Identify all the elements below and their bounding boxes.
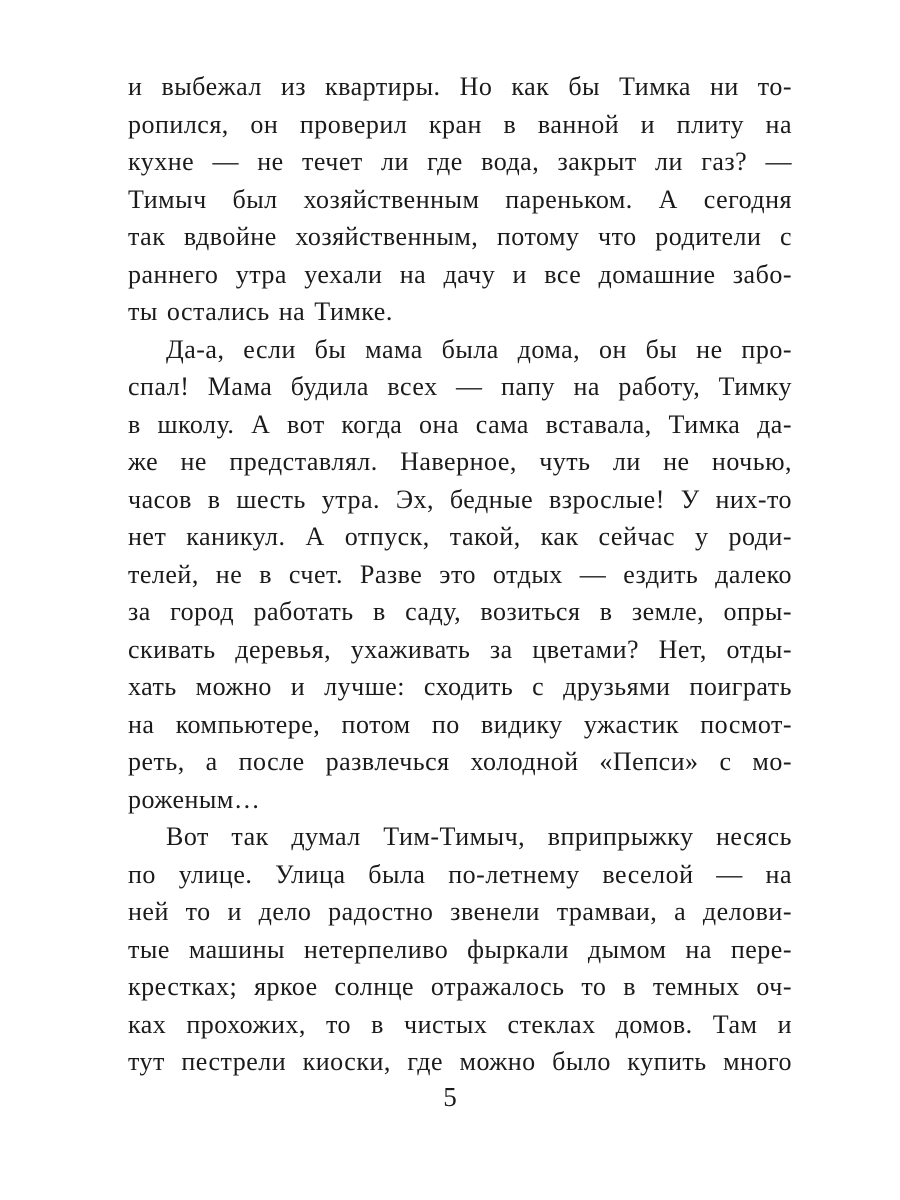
page-number: 5 [443, 1082, 457, 1112]
page-text [128, 68, 792, 1081]
text-line: кухне — не течет ли где вода, закрыт ли газ? — [128, 147, 792, 176]
paragraph [128, 331, 792, 819]
text-line: Вот так думал Тим-Тимыч, вприпрыжку несясь [166, 822, 792, 851]
text-line: телей, не в счет. Разве это отдых — ездить далеко [128, 559, 792, 589]
text-line: нет каникул. А отпуск, такой, как сейчас у роди- [128, 522, 792, 551]
text-line: спал! Мама будила всех — папу на работу, Тимку [128, 372, 792, 401]
text-line: в школу. А вот когда она сама вставала, Тимка да- [128, 409, 792, 439]
text-line: так вдвойне хозяйственным, потому что родители с [128, 222, 792, 251]
text-line: по улице. Улица была по-летнему веселой — на [128, 859, 792, 889]
text-line: тут пестрели киоски, где можно было купить много [128, 1047, 792, 1076]
text-line: крестках; яркое солнце отражалось то в темных оч- [128, 972, 792, 1001]
text-line: раннего утра уехали на дачу и все домашние забо- [128, 259, 792, 289]
text-line: Да-а, если бы мама была дома, он бы не про- [166, 334, 792, 364]
text-line: за город работать в саду, возиться в земле, опры- [128, 597, 792, 626]
text-line: часов в шесть утра. Эх, бедные взрослые! У них-то [128, 484, 792, 514]
text-line: хать можно и лучше: сходить с друзьями поиграть [128, 672, 792, 701]
paragraph [128, 68, 792, 331]
text-line: и выбежал из квартиры. Но как бы Тимка ни то- [128, 72, 792, 101]
text-line: на компьютере, потом по видику ужастик посмот- [128, 709, 792, 739]
text-line: ней то и дело радостно звенели трамваи, а делови- [128, 897, 792, 926]
text-line: же не представлял. Наверное, чуть ли не ночью, [128, 447, 792, 476]
text-line: скивать деревья, ухаживать за цветами? Нет, отды- [128, 634, 792, 664]
text-line: тые машины нетерпеливо фыркали дымом на пере- [128, 934, 792, 964]
text-line: ках прохожих, то в чистых стеклах домов. Там и [128, 1009, 792, 1039]
text-line: ропился, он проверил кран в ванной и плиту на [128, 109, 792, 139]
text-line: Тимыч был хозяйственным пареньком. А сегодня [128, 184, 792, 214]
text-line: реть, а после развлечься холодной «Пепси» с мо- [128, 747, 792, 776]
paragraph [128, 818, 792, 1081]
text-line: роженым… [128, 784, 261, 814]
text-line: ты остались на Тимке. [128, 297, 393, 326]
